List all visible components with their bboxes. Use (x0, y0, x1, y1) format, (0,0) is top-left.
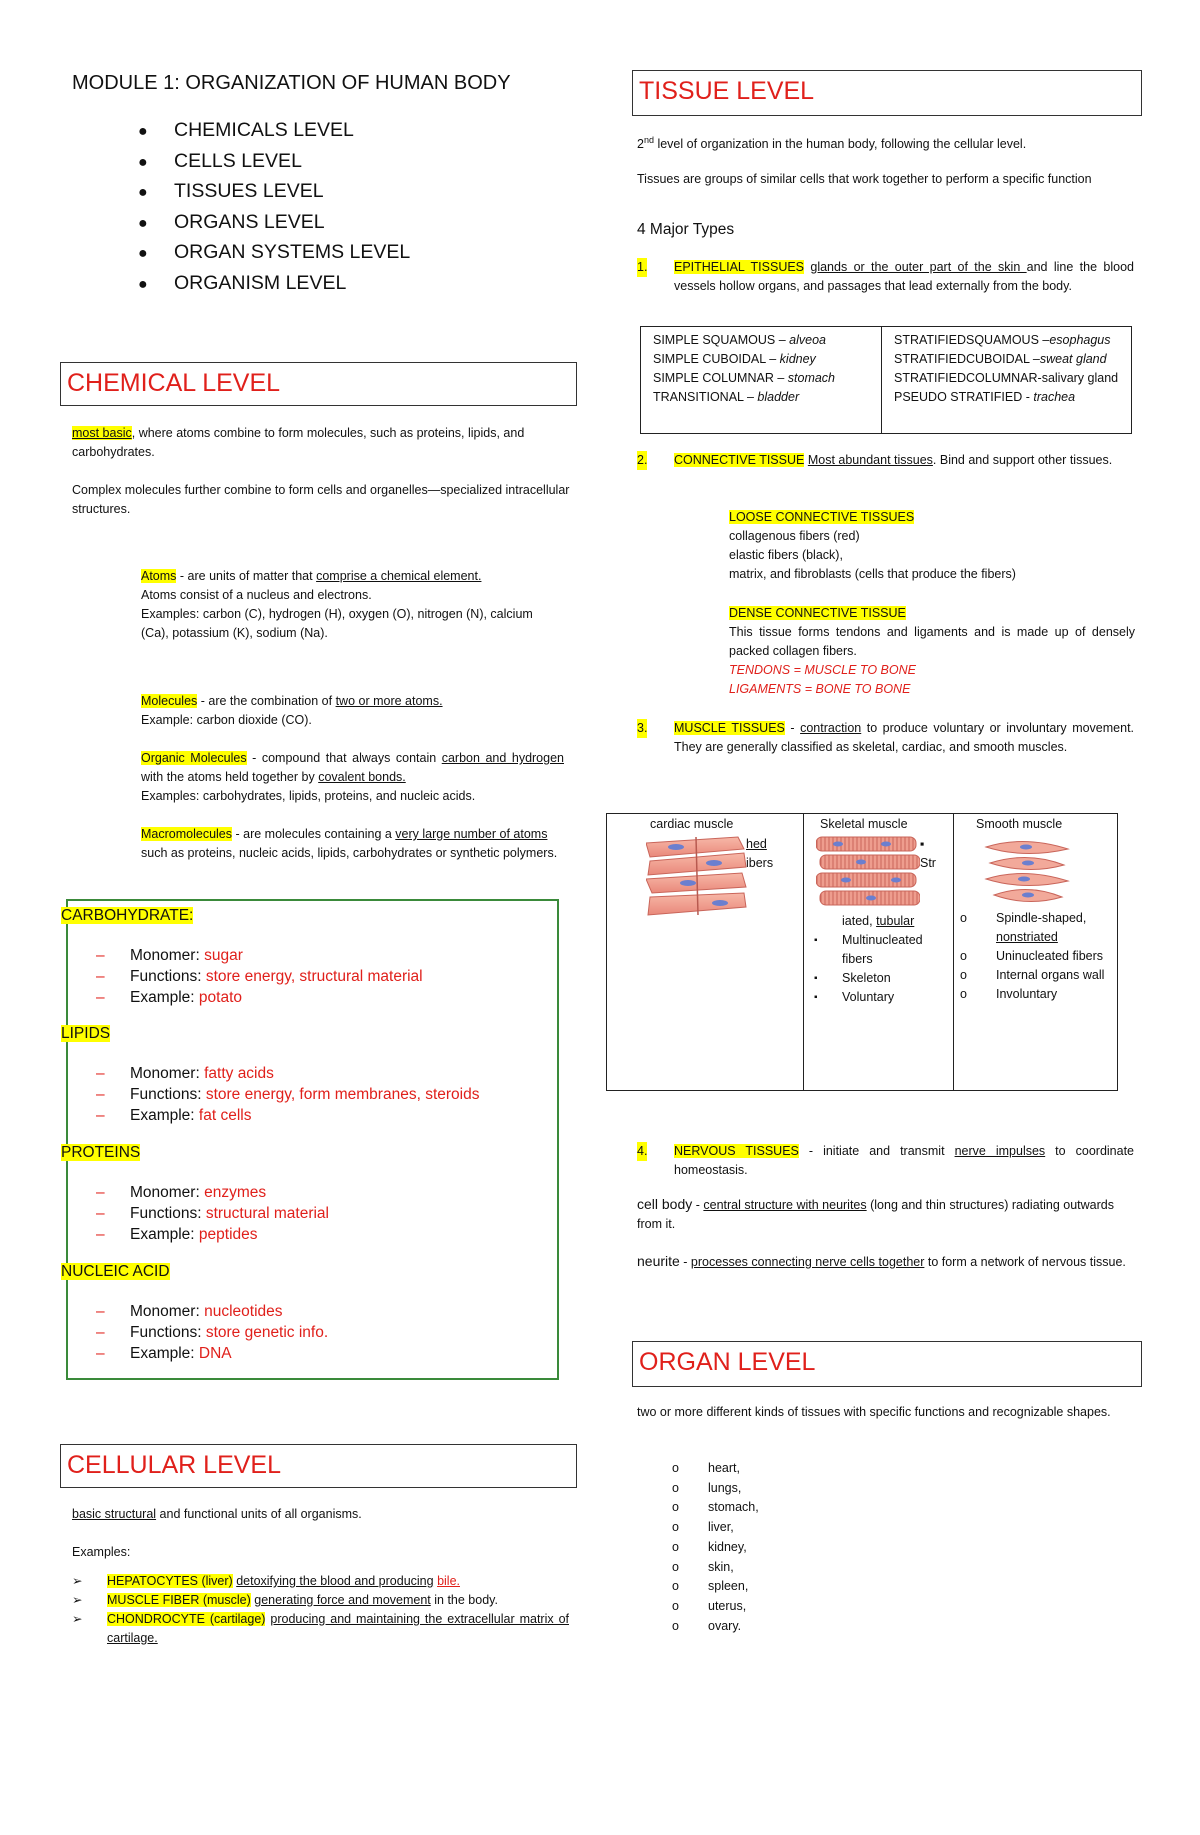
macromolecule-example (68, 987, 548, 1008)
ligaments-note: LIGAMENTS = BONE TO BONE (729, 682, 911, 696)
macro-mid: - are molecules containing a (232, 827, 396, 841)
macromolecule-example (68, 1224, 548, 1245)
macromolecule-box (61, 899, 559, 1380)
macromolecule-functions (68, 966, 548, 987)
bullet-icon: ● (138, 123, 148, 140)
smooth-item (960, 947, 1110, 966)
cardiac-muscle-cell (608, 813, 802, 1083)
level-label: ORGAN SYSTEMS LEVEL (174, 241, 411, 264)
epithelial-term: EPITHELIAL TISSUES (674, 260, 805, 274)
circle-bullet-icon: o (672, 1559, 679, 1574)
nervous-term: NERVOUS TISSUES (674, 1144, 799, 1158)
muscle-num: 3. (637, 719, 647, 738)
organ-item (672, 1518, 872, 1538)
muscle-mid: - (784, 721, 801, 735)
molecules-entry (104, 692, 564, 730)
smooth-item-text: Internal organs wall (996, 968, 1105, 982)
macromolecule-name (61, 1261, 548, 1282)
organ-item-text: skin, (708, 1559, 734, 1574)
organic-mid: - compound that always contain (246, 751, 442, 765)
square-bullet-icon: ▪ (814, 935, 818, 946)
cell-body-mid: - (692, 1198, 704, 1212)
epithelial-underline: glands or the outer part of the skin (810, 260, 1027, 274)
epithelial-type-name: SIMPLE CUBOIDAL – (653, 352, 780, 366)
skeletal-line1 (842, 912, 914, 931)
dash-bullet: – (96, 968, 105, 985)
epithelial-type (653, 350, 869, 369)
organ-item-text: heart, (708, 1461, 740, 1475)
chemical-level-header (60, 362, 577, 406)
macromolecule-example (68, 1343, 548, 1364)
tissue-p1-rest: level of organization in the human body, following the cellular level. (653, 137, 1027, 152)
bullet-icon: ● (138, 153, 148, 171)
arrow-bullet-icon: ➢ (72, 1574, 83, 1588)
macromolecules-entry (104, 825, 564, 863)
nervous-rest: to coordinate homeostasis. (674, 1144, 1134, 1177)
dense-term: DENSE CONNECTIVE TISSUE (729, 606, 906, 620)
smooth-item (960, 909, 1110, 947)
monomer-value: nucleotides (204, 1303, 283, 1320)
tissue-intro (637, 131, 1134, 189)
skeletal-item-text: Skeleton (842, 971, 891, 985)
epithelial-type (894, 388, 1119, 407)
dash-bullet: – (96, 1184, 105, 1201)
macro-rest: such as proteins, nucleic acids, lipids, carbohydrates or synthetic polymers. (141, 846, 558, 860)
atoms-line3: Examples: carbon (C), hydrogen (H), oxygen (O), nitrogen (N), calcium (Ca), potassium (K), sodium (Na). (141, 607, 533, 640)
levels-list (138, 116, 410, 300)
cellular-example-term: HEPATOCYTES (liver) (107, 1574, 233, 1588)
example-label: Example: (130, 1226, 199, 1243)
neurite-underline: processes connecting nerve cells together (690, 1255, 925, 1269)
example-label: Example: (130, 1345, 199, 1362)
bullet-icon: ● (138, 245, 148, 263)
cell-body-entry (637, 1195, 1134, 1234)
loose-term: LOOSE CONNECTIVE TISSUES (729, 510, 915, 524)
skeletal-muscle-cell (804, 813, 952, 1083)
organ-item-text: uterus, (708, 1598, 747, 1613)
nervous-mid: - initiate and transmit (798, 1144, 955, 1158)
example-value: DNA (198, 1345, 232, 1362)
skeletal-item-text: Voluntary (842, 990, 895, 1004)
molecules-underline: two or more atoms. (335, 694, 443, 708)
tissue-types-heading: 4 Major Types (637, 221, 735, 238)
atoms-line2: Atoms consist of a nucleus and electrons. (141, 588, 372, 602)
epithelial-type-name: STRATIFIEDCOLUMNAR- (894, 371, 1042, 385)
skeletal-item (814, 969, 950, 988)
organ-item (672, 1479, 872, 1499)
module-title: MODULE 1: ORGANIZATION OF HUMAN BODY (72, 72, 511, 94)
organ-item (672, 1597, 872, 1617)
organ-item (672, 1558, 872, 1578)
monomer-value: fatty acids (204, 1065, 274, 1082)
circle-bullet-icon: o (960, 968, 967, 982)
molecules-mid: - are the combination of (197, 694, 336, 708)
connective-term: CONNECTIVE TISSUE (674, 453, 805, 467)
square-bullet-icon: ▪ (814, 992, 818, 1003)
epithelial-type-example: kidney (779, 352, 816, 366)
skeletal-item-text: Multinucleated fibers (842, 933, 923, 966)
smooth-muscle-cell (954, 813, 1114, 1083)
monomer-label: Monomer: (130, 1303, 205, 1320)
dash-bullet: – (96, 1303, 105, 1320)
cellular-example-underline: generating force and movement (254, 1593, 431, 1607)
epithelial-type-name: PSEUDO STRATIFIED - (894, 390, 1034, 404)
tissue-p1 (637, 131, 1134, 154)
cellular-examples-list (72, 1572, 569, 1648)
smooth-item-underline: nonstriated (996, 930, 1058, 944)
cellular-level-header (60, 1444, 577, 1488)
epithelial-type-example: salivary gland (1041, 371, 1119, 385)
macromolecule-name (61, 905, 548, 926)
chemical-intro (72, 424, 572, 519)
organ-item-text: ovary. (708, 1618, 742, 1633)
macromolecule-monomer (68, 1182, 548, 1203)
cell-body-underline: central structure with neurites (703, 1198, 867, 1212)
functions-label: Functions: (130, 1086, 206, 1103)
example-value: peptides (198, 1226, 258, 1243)
dash-bullet: – (96, 1324, 105, 1341)
tissue-p1-sup: nd (643, 135, 654, 145)
example-label: Example: (130, 1107, 199, 1124)
cellular-example-rest: in the body. (430, 1593, 498, 1607)
cellular-example-term: MUSCLE FIBER (muscle) (107, 1593, 251, 1607)
skeletal-items (814, 931, 950, 1007)
macromolecule-name-text: LIPIDS (61, 1025, 111, 1042)
smooth-item-text: Involuntary (996, 987, 1058, 1001)
macromolecule-monomer (68, 1063, 548, 1084)
cardiac-frag1: hed (746, 837, 767, 851)
organ-item (672, 1459, 872, 1479)
cellular-example-underline: detoxifying the blood and producing (236, 1574, 434, 1588)
molecules-line2: Example: carbon dioxide (CO). (141, 713, 312, 727)
macromolecule-monomer (68, 1301, 548, 1322)
loose-connective-entry (695, 508, 1135, 584)
organ-item-text: kidney, (708, 1539, 747, 1554)
molecules-term: Molecules (141, 694, 198, 708)
level-label: TISSUES LEVEL (174, 180, 324, 203)
skeletal-item (814, 931, 950, 969)
cellular-p1-underline: basic structural (72, 1507, 157, 1521)
atoms-term: Atoms (141, 569, 177, 583)
circle-bullet-icon: o (960, 987, 967, 1001)
macromolecule-group (61, 901, 548, 1008)
organ-list (672, 1459, 872, 1636)
epithelial-rest: and line the blood vessels hollow organs, and passages that lead externally from the body. (674, 260, 1134, 293)
organ-item-text: lungs, (708, 1480, 742, 1495)
epithelial-type-name: SIMPLE COLUMNAR – (653, 371, 788, 385)
circle-bullet-icon: o (672, 1539, 679, 1554)
macromolecule-name-text: NUCLEIC ACID (61, 1263, 170, 1280)
epithelial-type (894, 331, 1119, 350)
square-bullet-icon: ▪ (814, 973, 818, 984)
level-label: ORGANS LEVEL (174, 210, 325, 233)
example-value: fat cells (198, 1107, 252, 1124)
chemical-level-title: CHEMICAL LEVEL (67, 369, 281, 397)
organic-molecules-entry (104, 749, 564, 806)
circle-bullet-icon: o (672, 1500, 679, 1515)
functions-value: store energy, form membranes, steroids (205, 1086, 480, 1103)
epithelial-type-example: esophagus (1049, 333, 1111, 347)
epithelial-type (653, 388, 869, 407)
circle-bullet-icon: o (672, 1598, 679, 1613)
macro-underline: very large number of atoms (395, 827, 548, 841)
tendons-note: TENDONS = MUSCLE TO BONE (729, 663, 916, 677)
tissue-level-title: TISSUE LEVEL (639, 77, 815, 105)
epithelial-type-name: TRANSITIONAL – (653, 390, 758, 404)
chemical-p1-highlight: most basic (72, 426, 132, 440)
macromolecule-name-text: CARBOHYDRATE: (61, 907, 194, 924)
dense-text: This tissue forms tendons and ligaments and is made up of densely packed collagen fibers. (729, 625, 1135, 658)
dash-bullet: – (96, 1107, 105, 1124)
epithelial-type-example: sweat gland (1039, 352, 1107, 366)
organic-mid2: with the atoms held together by (141, 770, 319, 784)
epithelial-type (894, 350, 1119, 369)
loose-lines (729, 527, 1135, 584)
cardiac-muscle-illustration (646, 835, 748, 921)
smooth-items (960, 909, 1110, 1004)
loose-line: collagenous fibers (red) (729, 529, 860, 543)
macromolecule-functions (68, 1084, 548, 1105)
bullet-icon: ● (138, 214, 148, 232)
organic-term: Organic Molecules (141, 751, 247, 765)
epithelial-type (653, 331, 869, 350)
example-value: potato (198, 989, 243, 1006)
organ-level-title: ORGAN LEVEL (639, 1348, 816, 1376)
skeletal-frag-dot: ▪ (920, 837, 925, 851)
cellular-example-item (72, 1572, 569, 1591)
muscle-entry (637, 719, 1134, 757)
smooth-item (960, 966, 1110, 985)
smooth-item (960, 985, 1110, 1004)
connective-underline: Most abundant tissues (807, 453, 933, 467)
epithelial-type (894, 369, 1119, 388)
cell-body-rest: (long and thin structures) radiating outwards from it. (637, 1198, 1114, 1231)
cellular-example-item (72, 1610, 569, 1648)
skeletal-frag-str: Str (920, 856, 936, 870)
epithelial-table (640, 326, 1132, 434)
atoms-mid: - are units of matter that (176, 569, 317, 583)
tissue-p2: Tissues are groups of similar cells that work together to perform a specific function (637, 172, 1092, 187)
smooth-title: Smooth muscle (976, 817, 1063, 831)
organ-item-text: liver, (708, 1520, 734, 1535)
arrow-bullet-icon: ➢ (72, 1612, 83, 1626)
circle-bullet-icon: o (672, 1480, 679, 1495)
macromolecule-functions (68, 1322, 548, 1343)
level-item (138, 208, 410, 239)
epithelial-type-name: STRATIFIEDSQUAMOUS – (894, 333, 1050, 347)
cellular-p1-rest: and functional units of all organisms. (156, 1507, 362, 1521)
level-item (138, 269, 410, 300)
organ-item (672, 1538, 872, 1558)
level-label: ORGANISM LEVEL (174, 271, 347, 294)
macromolecule-group (61, 1138, 548, 1245)
tissue-p1-num: 2 (637, 137, 644, 152)
smooth-item-text: Spindle-shaped, (996, 911, 1087, 925)
nervous-entry (637, 1142, 1134, 1180)
chemical-p1-rest: , where atoms combine to form molecules, such as proteins, lipids, and carbohydrates. (72, 426, 525, 459)
neurite-rest: to form a network of nervous tissue. (924, 1255, 1126, 1269)
skeletal-title: Skeletal muscle (820, 817, 908, 831)
macromolecule-example (68, 1105, 548, 1126)
muscle-term: MUSCLE TISSUES (674, 721, 785, 735)
circle-bullet-icon: o (960, 911, 967, 925)
cardiac-title: cardiac muscle (650, 817, 734, 831)
epithelial-type-name: SIMPLE SQUAMOUS – (653, 333, 790, 347)
dash-bullet: – (96, 1345, 105, 1362)
connective-rest: . Bind and support other tissues. (932, 453, 1113, 467)
organ-item (672, 1617, 872, 1637)
neurite-mid: - (679, 1255, 691, 1269)
macromolecule-functions (68, 1203, 548, 1224)
atoms-underline: comprise a chemical element. (316, 569, 482, 583)
skeletal-l1a: iated, (842, 914, 877, 928)
cellular-intro (72, 1505, 572, 1562)
epithelial-type-example: trachea (1033, 390, 1076, 404)
chemical-p1 (72, 424, 572, 462)
muscle-underline: contraction (800, 721, 862, 735)
monomer-label: Monomer: (130, 1184, 205, 1201)
smooth-item-text: Uninucleated fibers (996, 949, 1104, 963)
cell-body-term: cell body (637, 1196, 693, 1212)
cellular-level-title: CELLULAR LEVEL (67, 1451, 282, 1479)
skeletal-item (814, 988, 950, 1007)
epithelial-type-example: alveoa (789, 333, 826, 347)
organic-underline1: carbon and hydrogen (441, 751, 564, 765)
functions-value: structural material (205, 1205, 329, 1222)
macromolecule-group (61, 1019, 548, 1126)
cellular-examples-label: Examples: (72, 1545, 131, 1559)
arrow-bullet-icon: ➢ (72, 1593, 83, 1607)
dash-bullet: – (96, 1205, 105, 1222)
connective-num: 2. (637, 451, 647, 470)
macromolecule-name-text: PROTEINS (61, 1144, 141, 1161)
skeletal-l1b: tubular (876, 914, 915, 928)
skeletal-muscle-illustration (816, 835, 920, 915)
monomer-label: Monomer: (130, 947, 205, 964)
functions-value: store genetic info. (205, 1324, 329, 1341)
dense-connective-entry (695, 604, 1135, 699)
cellular-example-red: bile. (437, 1574, 460, 1588)
circle-bullet-icon: o (960, 949, 967, 963)
level-item (138, 116, 410, 147)
circle-bullet-icon: o (672, 1520, 679, 1535)
circle-bullet-icon: o (672, 1579, 679, 1594)
bullet-icon: ● (138, 275, 148, 293)
monomer-value: enzymes (204, 1184, 267, 1201)
level-label: CHEMICALS LEVEL (174, 119, 354, 141)
macromolecule-name (61, 1142, 548, 1163)
chemical-p2: Complex molecules further combine to form cells and organelles—specialized intracellular structures. (72, 483, 570, 516)
organ-item (672, 1577, 872, 1597)
epithelial-num: 1. (637, 258, 647, 277)
functions-label: Functions: (130, 1205, 206, 1222)
macromolecule-group (61, 1257, 548, 1364)
epithelial-stratified-cell (882, 327, 1132, 434)
tissue-level-header (632, 70, 1142, 116)
dash-bullet: – (96, 1065, 105, 1082)
neurite-entry (637, 1252, 1134, 1272)
cellular-example-term: CHONDROCYTE (cartilage) (107, 1612, 266, 1626)
nervous-num: 4. (637, 1142, 647, 1161)
organ-intro: two or more different kinds of tissues with specific functions and recognizable shapes. (637, 1405, 1111, 1419)
epithelial-type (653, 369, 869, 388)
organ-item-text: spleen, (708, 1579, 749, 1594)
cardiac-frag2: ibers (746, 856, 774, 870)
epithelial-type-example: bladder (757, 390, 800, 404)
cellular-example-underline: producing and maintaining the extracellular matrix of cartilage. (107, 1612, 569, 1645)
dash-bullet: – (96, 1086, 105, 1103)
circle-bullet-icon: o (672, 1618, 679, 1633)
loose-line: matrix, and fibroblasts (cells that produce the fibers) (729, 567, 1016, 581)
connective-entry (637, 451, 1134, 470)
dash-bullet: – (96, 947, 105, 964)
atoms-entry (104, 567, 564, 643)
level-item (138, 147, 410, 178)
functions-label: Functions: (130, 1324, 206, 1341)
organ-item-text: stomach, (708, 1500, 759, 1515)
epithelial-entry (637, 258, 1134, 296)
functions-value: store energy, structural material (205, 968, 423, 985)
level-label: CELLS LEVEL (174, 149, 302, 172)
cellular-example-item (72, 1591, 569, 1610)
macromolecule-monomer (68, 945, 548, 966)
dash-bullet: – (96, 989, 105, 1006)
monomer-label: Monomer: (130, 1065, 205, 1082)
organ-item (672, 1498, 872, 1518)
monomer-value: sugar (204, 947, 243, 964)
neurite-term: neurite (637, 1253, 680, 1269)
loose-line: elastic fibers (black), (729, 548, 843, 562)
functions-label: Functions: (130, 968, 206, 985)
macro-term: Macromolecules (141, 827, 233, 841)
smooth-muscle-illustration (984, 837, 1070, 905)
organ-level-header (632, 1341, 1142, 1387)
epithelial-type-name: STRATIFIEDCUBOIDAL – (894, 352, 1040, 366)
circle-bullet-icon: o (672, 1461, 679, 1475)
epithelial-simple-cell (641, 327, 882, 434)
level-item (138, 238, 410, 269)
organic-underline2: covalent bonds. (318, 770, 406, 784)
example-label: Example: (130, 989, 199, 1006)
nervous-underline: nerve impulses (954, 1144, 1046, 1158)
dash-bullet: – (96, 1226, 105, 1243)
macromolecule-name (61, 1023, 548, 1044)
bullet-icon: ● (138, 184, 148, 202)
organic-line3: Examples: carbohydrates, lipids, proteins, and nucleic acids. (141, 789, 476, 803)
epithelial-type-example: stomach (787, 371, 836, 385)
muscle-rest: to produce voluntary or involuntary movement. They are generally classified as skeletal, cardiac, and smooth muscles. (674, 721, 1135, 754)
level-item (138, 177, 410, 208)
